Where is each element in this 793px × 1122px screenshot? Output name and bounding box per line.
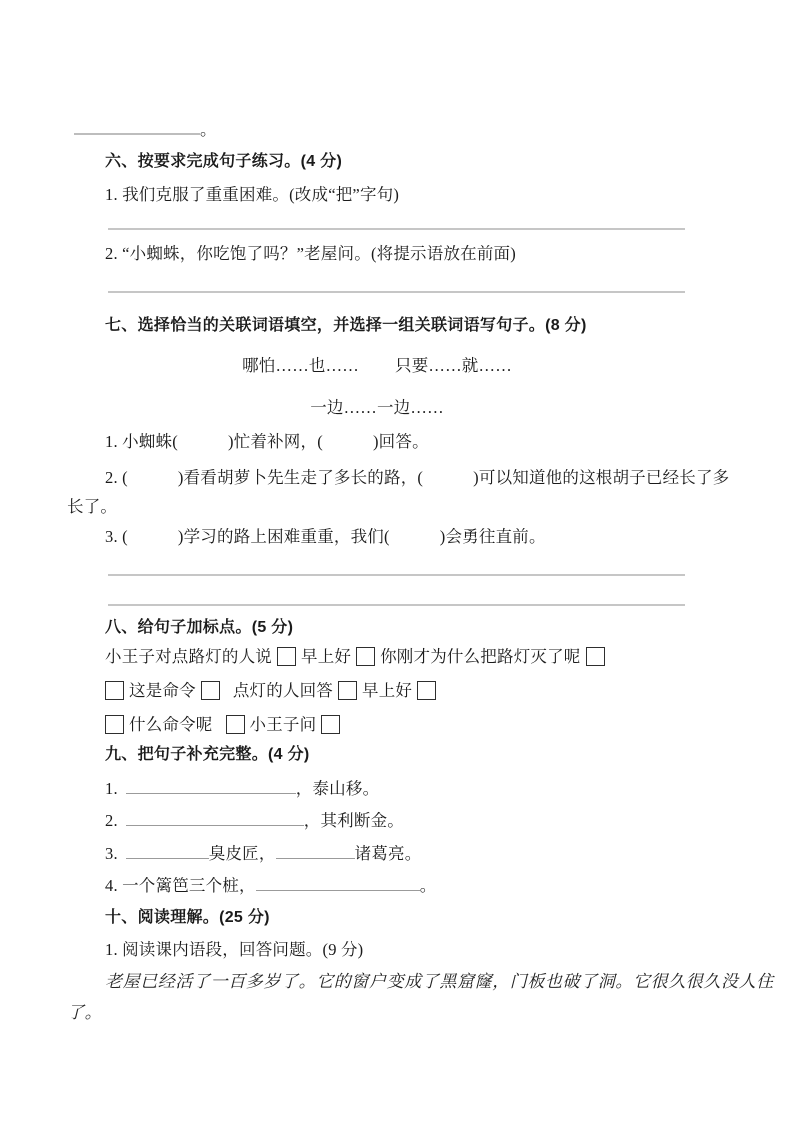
reading-passage-line1: 老屋已经活了一百多岁了。它的窗户变成了黑窟窿，门板也破了洞。它很久很久没人住	[105, 972, 774, 991]
punctuation-line-1	[67, 644, 747, 669]
section-seven-q3: 3. ( )学习的路上困难重重，我们( )会勇往直前。	[105, 527, 546, 546]
answer-blank	[126, 844, 209, 859]
punctuation-box	[105, 715, 124, 734]
item-text: ，其利断金。	[303, 811, 404, 830]
answer-blank	[126, 779, 296, 794]
sentence-text: 早上好	[362, 681, 413, 700]
answer-blank	[276, 844, 355, 859]
punctuation-line-3	[67, 712, 747, 737]
option-conjunction-2: 只要……就……	[395, 356, 512, 375]
answer-line	[74, 121, 200, 135]
answer-blank	[256, 876, 420, 891]
punctuation-line-2	[67, 678, 747, 703]
punctuation-box	[586, 647, 605, 666]
answer-line	[108, 228, 685, 230]
section-nine-q1	[67, 778, 747, 799]
answer-line	[108, 291, 685, 293]
answer-line	[108, 604, 685, 606]
sentence-text: 小王子问	[249, 715, 317, 734]
section-six-q2: 2. “小蜘蛛，你吃饱了吗？”老屋问。(将提示语放在前面)	[105, 244, 516, 263]
section-six-q1: 1. 我们克服了重重困难。(改成“把”字句)	[105, 185, 400, 204]
section-seven-title: 七、选择恰当的关联词语填空，并选择一组关联词语写句子。(8 分)	[105, 317, 587, 334]
punctuation-box	[226, 715, 245, 734]
sentence-text: 早上好	[301, 647, 352, 666]
punctuation-box	[321, 715, 340, 734]
prev-answer-row	[67, 119, 747, 140]
punctuation-box	[201, 681, 220, 700]
option-conjunction-1: 哪怕……也……	[242, 356, 359, 375]
section-seven-options-row1	[67, 355, 747, 376]
punctuation-box	[417, 681, 436, 700]
item-number: 3.	[105, 844, 118, 863]
sentence-text: 小王子对点路灯的人说	[105, 647, 272, 666]
section-seven-q2-line2: 长了。	[67, 497, 118, 516]
section-six-title: 六、按要求完成句子练习。(4 分)	[105, 153, 343, 170]
item-text: 臭皮匠，	[208, 844, 276, 863]
section-nine-q4	[67, 875, 747, 896]
item-text: 诸葛亮。	[354, 844, 422, 863]
section-seven-q1: 1. 小蜘蛛( )忙着补网，( )回答。	[105, 432, 429, 451]
sentence-text: 点灯的人回答	[232, 681, 334, 700]
prev-line-period: 。	[200, 120, 217, 139]
answer-blank	[126, 811, 304, 826]
sentence-text: 什么命令呢	[129, 715, 213, 734]
section-nine-title: 九、把句子补充完整。(4 分)	[105, 746, 310, 763]
sentence-text: 你刚才为什么把路灯灭了呢	[380, 647, 581, 666]
section-ten-q1: 1. 阅读课内语段，回答问题。(9 分)	[105, 940, 364, 959]
item-text: ，泰山移。	[295, 779, 380, 798]
punctuation-box	[277, 647, 296, 666]
section-seven-options-row2	[67, 397, 747, 418]
punctuation-box	[105, 681, 124, 700]
punctuation-box	[338, 681, 357, 700]
item-text: 4. 一个篱笆三个桩，	[105, 876, 256, 895]
section-eight-title: 八、给句子加标点。(5 分)	[105, 619, 294, 636]
section-ten-title: 十、阅读理解。(25 分)	[105, 909, 270, 926]
section-seven-q2-line1: 2. ( )看看胡萝卜先生走了多长的路，( )可以知道他的这根胡子已经长了多	[105, 468, 730, 487]
reading-passage-line2: 了。	[67, 1003, 103, 1022]
item-text: 。	[419, 876, 437, 895]
sentence-text: 这是命令	[129, 681, 196, 700]
item-number: 1.	[105, 779, 118, 798]
item-number: 2.	[105, 811, 118, 830]
section-nine-q2	[67, 810, 747, 831]
option-conjunction-3: 一边……一边……	[310, 398, 444, 417]
section-nine-q3	[67, 843, 747, 864]
punctuation-box	[356, 647, 375, 666]
answer-line	[108, 574, 685, 576]
